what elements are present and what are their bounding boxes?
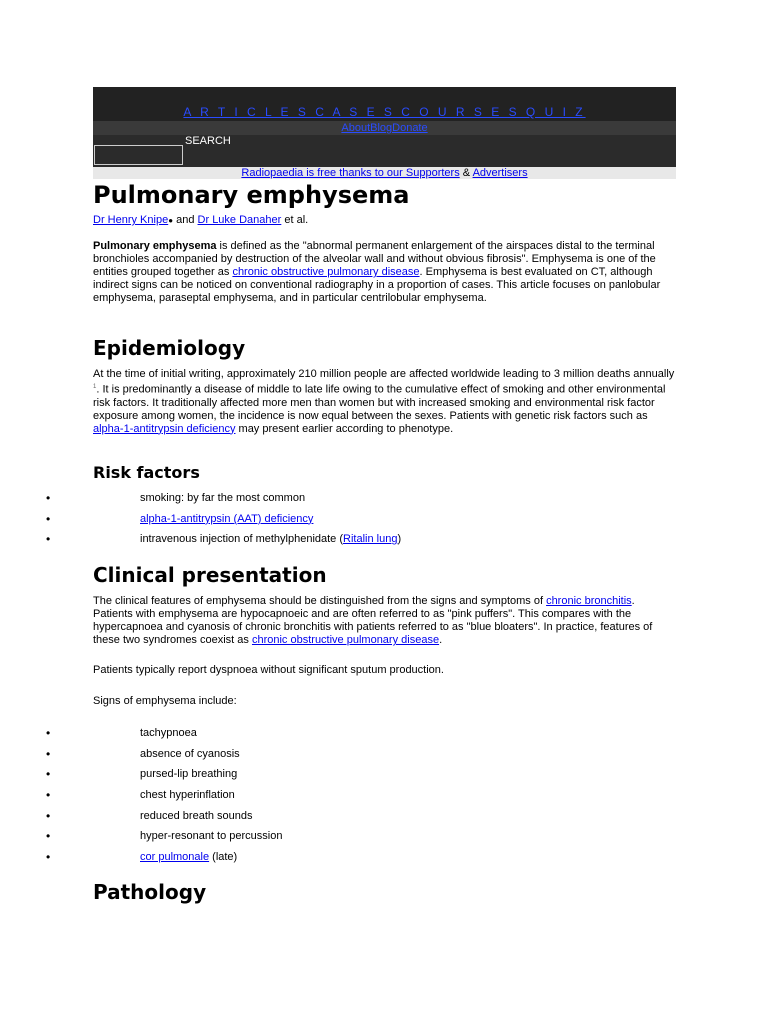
supporters-banner <box>93 167 676 179</box>
risk-item-1: smoking: by far the most common <box>140 492 306 504</box>
page-title: Pulmonary emphysema <box>93 181 410 209</box>
clinical-paragraph-2: Patients typically report dyspnoea without significant sputum production. <box>93 664 444 676</box>
list-item <box>0 491 700 512</box>
reference-1[interactable]: 1 <box>93 384 97 390</box>
etal-text: et al. <box>284 214 309 226</box>
risk-item-3-close: ) <box>397 533 402 546</box>
sign-item: reduced breath sounds <box>140 809 253 822</box>
secondary-nav-links[interactable]: AboutBlogDonate <box>341 122 428 134</box>
chronic-bronchitis-link[interactable]: chronic bronchitis <box>546 595 632 607</box>
list-item <box>0 767 700 788</box>
list-item <box>0 809 700 830</box>
site-header <box>93 87 676 167</box>
cor-pulmonale-link[interactable]: cor pulmonale <box>140 851 210 864</box>
bullet: • <box>46 767 51 782</box>
bullet: • <box>46 491 51 505</box>
main-nav-link[interactable]: A R T I C L E S C A S E S C O U R S E S Q U I Z <box>183 105 586 119</box>
list-item <box>0 788 700 809</box>
sign-item: chest hyperinflation <box>140 789 235 802</box>
bullet: • <box>46 746 51 761</box>
signs-list <box>0 726 700 871</box>
epi-text-3: may present earlier according to phenotype. <box>235 422 454 435</box>
intro-text-1: is defined as the "abnormal permanent enlargement of the airspaces distal to the terminal bronchioles accompanied by destruction of the alveolar wall and without obvious fibrosis". Emphysema is one of the entities grouped together as <box>93 240 656 278</box>
epi-text-2: . It is predominantly a disease of middle to late life owing to the cumulative effect of smoking and other environmental risk factors. It traditionally affected more men than women but with increased smoking and environmental risk factor exposure among women, the incidence is now equal between the sexes. Patients with genetic risk factors such as <box>93 383 666 422</box>
clin-text-2: . Patients with emphysema are hypocapnoeic and are often referred to as "pink puffers". This compares with the hypercapnoea and cyanosis of chronic bronchitis with patients referred to as "blue bloaters". In practice, features of these two syndromes coexist as <box>93 595 653 646</box>
clin-text-1: The clinical features of emphysema should be distinguished from the signs and symptoms of <box>93 595 547 607</box>
list-item <box>0 829 700 850</box>
bullet: • <box>46 829 51 844</box>
bullet: • <box>46 788 51 803</box>
bullet: • <box>46 511 51 526</box>
list-item <box>0 850 700 871</box>
supporters-link[interactable]: Radiopaedia is free thanks to our Supporters <box>241 167 460 179</box>
nav-bar <box>93 87 676 121</box>
late-suffix: (late) <box>209 851 238 864</box>
clin-text-3: . <box>439 634 443 646</box>
sign-item: pursed-lip breathing <box>140 768 238 781</box>
advertisers-link[interactable]: Advertisers <box>472 167 528 179</box>
ampersand: & <box>462 167 471 179</box>
bullet: • <box>46 726 51 740</box>
bullet: • <box>46 532 51 547</box>
clinical-paragraph-1 <box>93 595 676 647</box>
bullet: • <box>46 850 51 865</box>
bullet: • <box>46 808 51 823</box>
clinical-presentation-heading: Clinical presentation <box>93 563 327 587</box>
author-dot: ● <box>168 216 174 225</box>
main-nav-links <box>93 105 676 119</box>
clinical-paragraph-3: Signs of emphysema include: <box>93 695 237 707</box>
epidemiology-heading: Epidemiology <box>93 336 246 360</box>
intro-bold: Pulmonary emphysema <box>93 240 217 252</box>
ritalin-lung-link[interactable]: Ritalin lung <box>343 533 398 546</box>
list-item <box>0 747 700 768</box>
sign-item: tachypnoea <box>140 727 197 739</box>
intro-paragraph <box>93 240 676 305</box>
search-label: SEARCH <box>185 135 231 147</box>
aat-deficiency-link[interactable]: alpha-1-antitrypsin deficiency <box>93 422 236 435</box>
and-text: and <box>176 214 195 226</box>
epidemiology-paragraph <box>93 368 676 436</box>
list-item <box>0 512 700 533</box>
list-item <box>0 726 700 747</box>
copd-link[interactable]: chronic obstructive pulmonary disease <box>232 266 420 278</box>
risk-factors-list <box>0 491 700 553</box>
author-link-1[interactable]: Dr Henry Knipe <box>93 214 169 226</box>
copd-link-2[interactable]: chronic obstructive pulmonary disease <box>251 634 440 646</box>
risk-factors-heading: Risk factors <box>93 463 200 482</box>
author-link-2[interactable]: Dr Luke Danaher <box>197 214 282 226</box>
list-item <box>0 532 700 553</box>
authors-line <box>93 214 308 226</box>
epi-text-1: At the time of initial writing, approximately 210 million people are affected worldwide leading to 3 million deaths annually <box>93 368 675 380</box>
intro-text-2: . Emphysema is best evaluated on CT, although indirect signs can be noticed on conventional radiography in a proportion of cases. This article focuses on panlobular emphysema, paraseptal emphysema, and in particular centrilobular emphysema. <box>93 266 661 304</box>
sign-item: absence of cyanosis <box>140 747 240 760</box>
search-input[interactable] <box>94 145 183 165</box>
risk-item-3-text: intravenous injection of methylphenidate ( <box>140 533 344 546</box>
secondary-nav <box>93 121 676 135</box>
aat-link[interactable]: alpha-1-antitrypsin (AAT) deficiency <box>140 512 314 525</box>
pathology-heading: Pathology <box>93 880 207 904</box>
sign-item: hyper-resonant to percussion <box>140 830 283 843</box>
